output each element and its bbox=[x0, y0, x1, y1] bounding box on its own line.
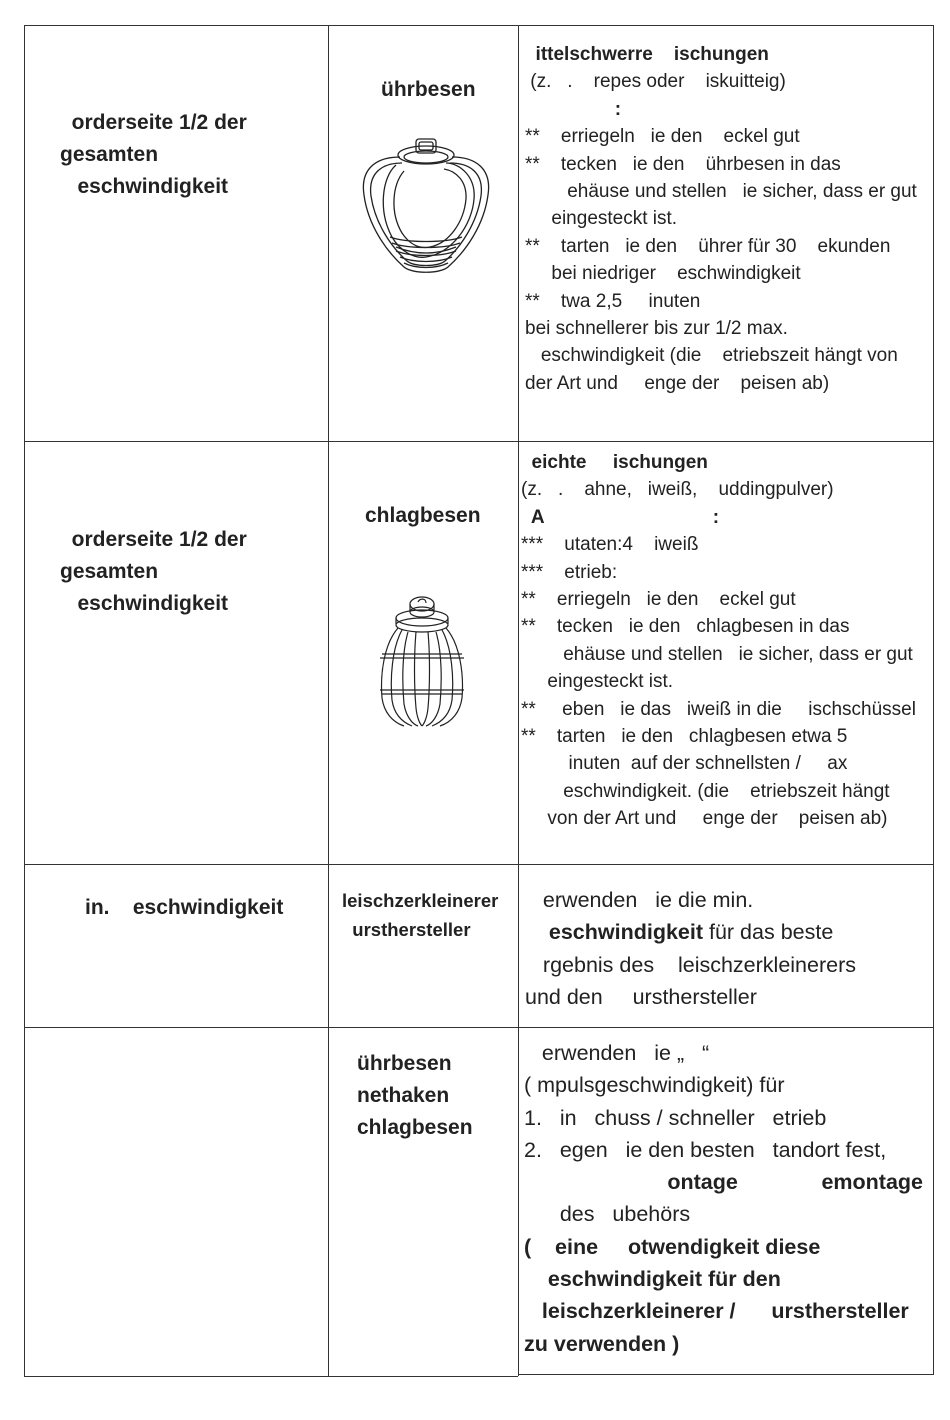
instruction-line bbox=[524, 1263, 923, 1295]
row3-instructions bbox=[525, 884, 856, 1013]
instruction-line: (z. . repes oder iskuitteig) bbox=[525, 71, 786, 93]
row1-speed-line: eschwindigkeit bbox=[60, 175, 229, 198]
instruction-line bbox=[524, 1134, 923, 1166]
beater-icon bbox=[356, 133, 496, 281]
row2-speed-line: eschwindigkeit bbox=[60, 592, 229, 615]
row1-tool-cell bbox=[381, 74, 476, 106]
instruction-line: (z. . ahne, iweiß, uddingpulver) bbox=[521, 479, 834, 501]
row2-speed-cell bbox=[60, 524, 247, 620]
instruction-segment: erwenden ie die min. bbox=[525, 888, 754, 912]
instruction-line: eschwindigkeit. (die etriebszeit hängt bbox=[521, 780, 890, 802]
instruction-line: bei schnellerer bis zur 1/2 max. bbox=[525, 318, 788, 340]
instruction-segment: ( eine otwendigkeit diese bbox=[524, 1234, 821, 1259]
instruction-line: von der Art und enge der peisen ab) bbox=[521, 808, 888, 830]
table-border-bottom-left bbox=[24, 1376, 518, 1377]
instruction-segment: für das beste bbox=[703, 920, 834, 945]
instruction-segment: ontage emontage bbox=[524, 1170, 924, 1195]
instruction-line: ** tarten ie den chlagbesen etwa 5 bbox=[521, 726, 848, 748]
instruction-line bbox=[524, 1295, 923, 1327]
instruction-segment: rgebnis des leischzerkleinerers bbox=[525, 952, 857, 977]
row-divider-1 bbox=[24, 441, 934, 442]
instruction-line: ** tarten ie den ührer für 30 ekunden bbox=[525, 235, 891, 257]
row4-tool-label: ührbesen bbox=[357, 1052, 452, 1075]
instruction-line bbox=[525, 884, 856, 916]
instruction-line: ehäuse und stellen ie sicher, dass er gut bbox=[521, 643, 913, 665]
instruction-line: ** tecken ie den ührbesen in das bbox=[525, 153, 841, 175]
row1-speed-cell bbox=[60, 107, 247, 203]
row3-tool-label: ursthersteller bbox=[342, 919, 471, 940]
instruction-line bbox=[524, 1102, 923, 1134]
instruction-line bbox=[524, 1037, 923, 1069]
instruction-line: ** tecken ie den chlagbesen in das bbox=[521, 616, 850, 638]
row4-tool-label: nethaken bbox=[357, 1084, 450, 1107]
column-divider-2 bbox=[518, 25, 519, 1376]
instruction-segment: erwenden ie „ “ bbox=[524, 1041, 710, 1065]
instruction-segment: und den ursthersteller bbox=[525, 984, 757, 1009]
instruction-segment: 1. in chuss / schneller etrieb bbox=[524, 1105, 827, 1130]
instruction-line bbox=[525, 981, 856, 1013]
row4-tool-cell bbox=[357, 1048, 473, 1144]
instruction-line: eichte ischungen bbox=[521, 452, 708, 473]
whisk-icon bbox=[374, 594, 470, 734]
column-divider-1 bbox=[328, 25, 329, 1376]
instruction-line bbox=[524, 1166, 923, 1198]
row-divider-2 bbox=[24, 864, 934, 865]
instruction-segment: leischzerkleinerer / ursthersteller bbox=[524, 1299, 909, 1324]
instruction-line: eschwindigkeit (die etriebszeit hängt von bbox=[525, 345, 898, 367]
row3-tool-cell bbox=[342, 886, 498, 944]
instruction-line: der Art und enge der peisen ab) bbox=[525, 372, 830, 394]
instruction-line: *** etrieb: bbox=[521, 561, 618, 583]
instruction-line: bei niedriger eschwindigkeit bbox=[525, 263, 801, 285]
instruction-line: ** eben ie das iweiß in die ischschüssel bbox=[521, 698, 916, 720]
instruction-line: eingesteckt ist. bbox=[525, 208, 678, 230]
row-divider-3 bbox=[24, 1027, 934, 1028]
instruction-line bbox=[524, 1069, 923, 1101]
row3-speed-line: in. eschwindigkeit bbox=[85, 896, 284, 919]
row1-tool-label: ührbesen bbox=[381, 78, 476, 101]
table-border-right bbox=[933, 25, 934, 1374]
row1-speed-line: gesamten bbox=[60, 143, 159, 166]
instruction-line: : bbox=[525, 98, 622, 120]
table-border-left bbox=[24, 25, 25, 1376]
row2-tool-cell bbox=[365, 500, 481, 532]
instruction-line: ehäuse und stellen ie sicher, dass er gut bbox=[525, 181, 917, 203]
instruction-line: A : bbox=[521, 506, 720, 528]
row3-speed-cell bbox=[85, 892, 283, 924]
table-border-top bbox=[24, 25, 934, 26]
row4-instructions bbox=[524, 1037, 923, 1360]
instruction-segment: des ubehörs bbox=[524, 1202, 691, 1227]
instruction-line: ** erriegeln ie den eckel gut bbox=[521, 589, 796, 611]
instruction-segment: eschwindigkeit bbox=[525, 920, 704, 945]
row1-speed-line: orderseite 1/2 der bbox=[60, 111, 247, 134]
instruction-line: inuten auf der schnellsten / ax bbox=[521, 753, 848, 775]
row4-tool-label: chlagbesen bbox=[357, 1116, 473, 1139]
instruction-segment: zu verwenden ) bbox=[524, 1331, 680, 1356]
row1-instructions bbox=[525, 41, 917, 397]
instruction-line: ** erriegeln ie den eckel gut bbox=[525, 126, 800, 148]
instruction-line bbox=[525, 949, 856, 981]
row3-tool-label: leischzerkleinerer bbox=[342, 890, 499, 911]
instruction-line bbox=[524, 1198, 923, 1230]
row2-instructions bbox=[521, 449, 916, 833]
instruction-segment: ( mpulsgeschwindigkeit) für bbox=[524, 1073, 785, 1098]
table-border-bottom-right bbox=[518, 1374, 934, 1375]
instruction-line: eingesteckt ist. bbox=[521, 671, 674, 693]
row2-tool-label: chlagbesen bbox=[365, 504, 481, 527]
instruction-line bbox=[524, 1328, 923, 1360]
row2-speed-line: gesamten bbox=[60, 560, 159, 583]
instruction-line bbox=[524, 1231, 923, 1263]
instruction-segment: eschwindigkeit für den bbox=[524, 1267, 781, 1292]
row2-speed-line: orderseite 1/2 der bbox=[60, 528, 247, 551]
instruction-line: *** utaten:4 iweiß bbox=[521, 534, 699, 556]
instruction-segment: 2. egen ie den besten tandort fest, bbox=[524, 1137, 887, 1162]
instruction-line bbox=[525, 916, 856, 948]
instruction-line: ** twa 2,5 inuten bbox=[525, 290, 701, 312]
instruction-line: ittelschwerre ischungen bbox=[525, 44, 769, 65]
